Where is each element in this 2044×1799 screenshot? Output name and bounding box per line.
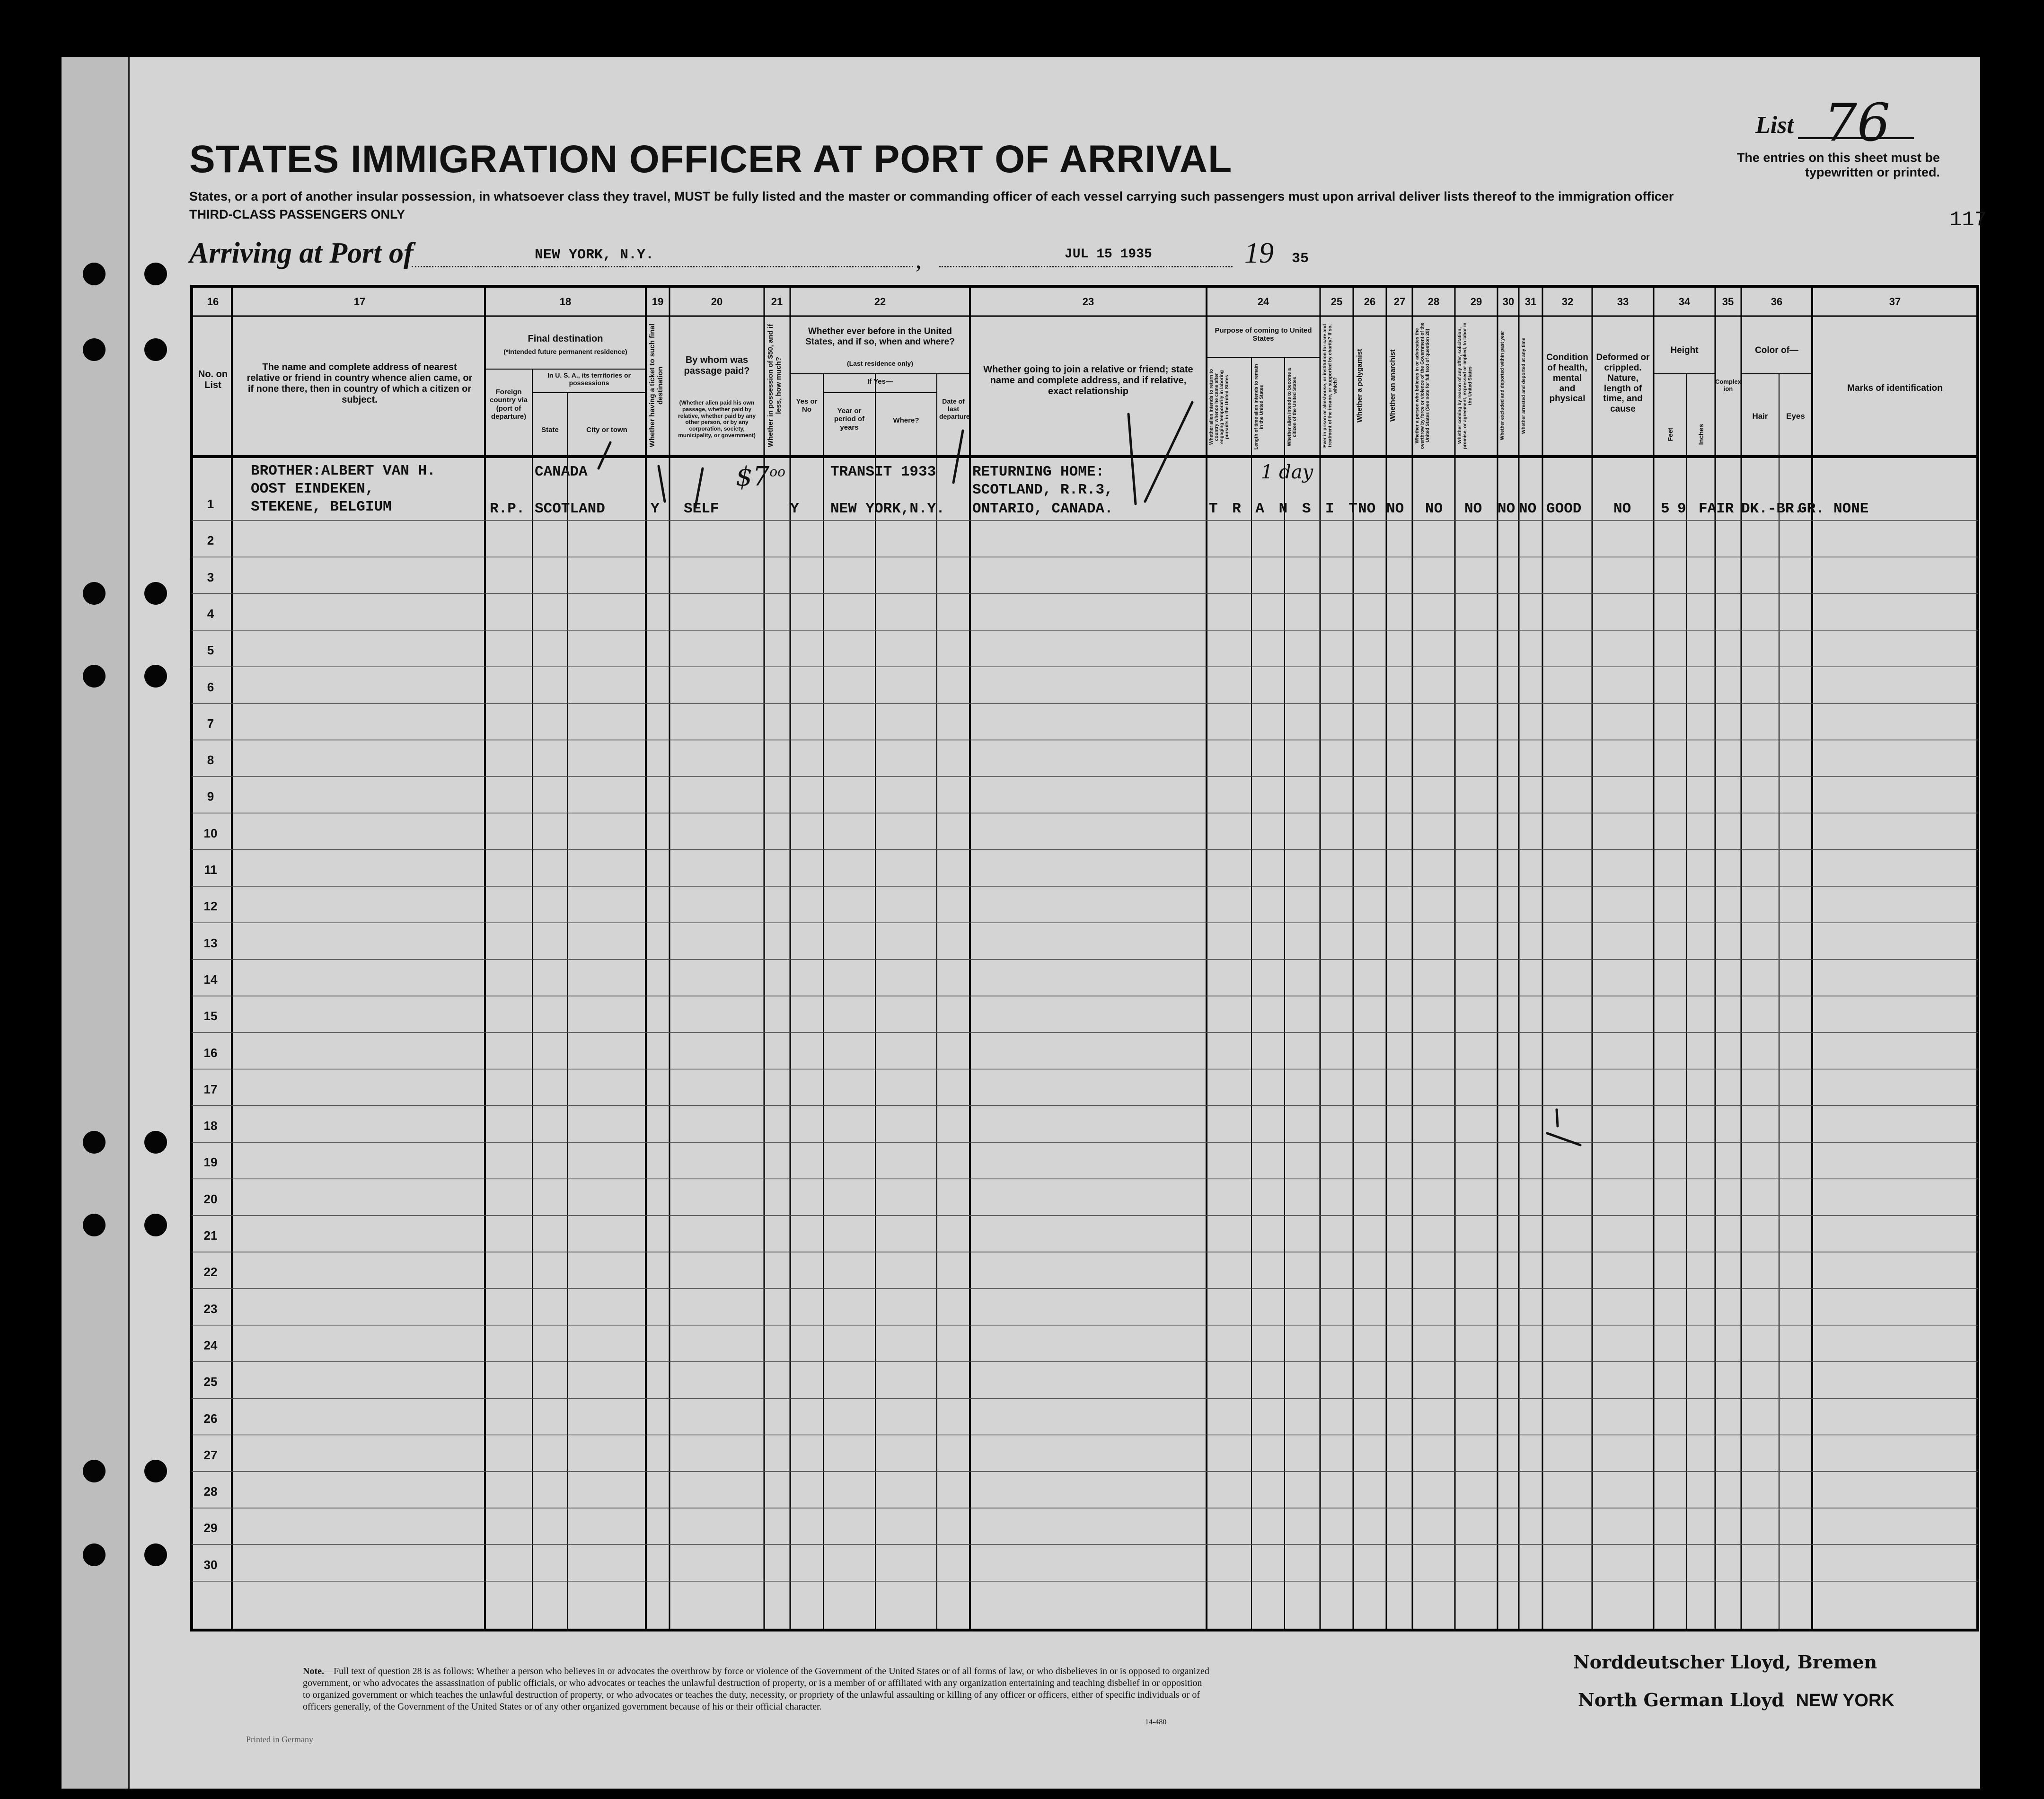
column-number: 26 xyxy=(1364,296,1376,308)
footer-note-label: Note. xyxy=(303,1666,324,1676)
row-number: 26 xyxy=(203,1411,218,1426)
header-money: Whether in possession of $50, and if less, how much? xyxy=(766,324,783,448)
money-cents: oo xyxy=(769,464,785,480)
column-number: 35 xyxy=(1722,296,1734,308)
form-code: 14-480 xyxy=(1145,1718,1167,1726)
relative-line-2: OOST EINDEKEN, xyxy=(251,481,374,497)
money-amount: $7 xyxy=(736,461,770,492)
header-arrested: Whether arrested and deported at any time xyxy=(1521,337,1526,434)
feet-value: 5 xyxy=(1661,501,1670,517)
row-number: 8 xyxy=(207,753,214,767)
port-value: NEW YORK, N.Y. xyxy=(535,247,654,263)
row-number: 30 xyxy=(203,1557,218,1572)
year-prefix: 19 xyxy=(1244,237,1274,269)
header-if-yes: If Yes— xyxy=(867,378,893,386)
brand-line-1: Norddeutscher Lloyd, Bremen xyxy=(1573,1651,1877,1673)
row-number: 27 xyxy=(203,1447,218,1462)
header-excluded: Whether excluded and deported within past year xyxy=(1500,331,1505,441)
row-number: 23 xyxy=(203,1301,218,1316)
row-number: 17 xyxy=(203,1082,218,1096)
c26-value: NO xyxy=(1358,501,1376,517)
where-value: NEW YORK,N.Y. xyxy=(830,501,945,517)
header-ever-before-note: (Last residence only) xyxy=(846,360,914,367)
row-number: 3 xyxy=(207,570,214,584)
header-yes-or-no: Yes or No xyxy=(796,397,818,414)
header-overthrow: Whether a person who believes in or advocates the overthrow by force or violence of the Government of the United States (See note for full text of question 28) xyxy=(1415,322,1430,449)
deformed-value: NO xyxy=(1613,501,1631,517)
row-number: 21 xyxy=(203,1228,218,1243)
header-join-relative: Whether going to join a relative or friend; state name and complete address, and if relative, exact relationship xyxy=(983,364,1193,397)
stamp-number: 117 xyxy=(1949,208,1987,232)
header-year-period: Year or period of years xyxy=(834,407,865,432)
brand-line-2-name: North German Lloyd xyxy=(1578,1689,1784,1711)
join-line-3: ONTARIO, CANADA. xyxy=(972,501,1113,517)
column-number: 32 xyxy=(1561,296,1574,308)
row-number: 5 xyxy=(207,643,214,658)
paid-by-value: SELF xyxy=(684,501,719,517)
row-number: 4 xyxy=(207,606,214,621)
column-number: 16 xyxy=(207,296,219,308)
row-number: 9 xyxy=(207,789,214,804)
hair-value: DK.-BR. xyxy=(1741,501,1803,517)
handwritten-length: 1 day xyxy=(1261,461,1313,483)
header-polygamist: Whether a polygamist xyxy=(1356,349,1364,423)
join-line-1: RETURNING HOME: xyxy=(972,464,1105,480)
column-number: 25 xyxy=(1330,296,1343,308)
column-number: 17 xyxy=(353,296,366,308)
c29-value: NO xyxy=(1464,501,1482,517)
header-nearest-relative: The name and complete address of nearest relative or friend in country whence alien came, or if none there, then in country of which a citizen or subject. xyxy=(247,362,473,405)
header-labor-offer: Whether coming by reason of any offer, solicitation, promise, or agreement, expressed or implied, to labor in the United States xyxy=(1457,322,1473,449)
row-number: 2 xyxy=(207,533,214,548)
column-number: 31 xyxy=(1524,296,1537,308)
row-number: 15 xyxy=(203,1009,218,1023)
column-number: 34 xyxy=(1678,296,1691,308)
row-number: 18 xyxy=(203,1119,218,1133)
class-line: THIRD-CLASS PASSENGERS ONLY xyxy=(189,207,405,221)
via-port: R.P. xyxy=(490,501,525,517)
c28-value: NO xyxy=(1425,501,1443,517)
column-number: 27 xyxy=(1393,296,1406,308)
comma-mark: , xyxy=(916,247,922,273)
header-feet: Feet xyxy=(1666,427,1674,441)
header-deformed: Deformed or crippled. Nature, length of time, and cause xyxy=(1596,353,1650,414)
column-number: 36 xyxy=(1771,296,1783,308)
row-number: 16 xyxy=(203,1045,218,1060)
marks-value: NONE xyxy=(1833,501,1869,517)
footer-note xyxy=(303,1666,1211,1713)
header-purpose: Purpose of coming to United States xyxy=(1215,326,1312,343)
year-suffix: 35 xyxy=(1292,251,1309,267)
inches-value: 9 xyxy=(1677,501,1686,517)
footer-note-text: —Full text of question 28 is as follows: Whether a person who believes in or advocates the overthrow by force or violence of the Government of the United States or of all forms of law, or who disbelieves in or is opposed to organized government, or who advocates the assassination of public officials, or who advocates or teaches the unlawful destruction of property, or is a member of or affiliated with any organization entertaining and teaching disbelief in or opposition to organized government or which teaches the unlawful destruction of property, or who advocates or teaches the duty, necessity, or propriety of the unlawful assaulting or killing of any officer or officers, either of specific individuals or of officers generally, of the Government of the United States or of any other organized government because of his or their official character. xyxy=(303,1666,1209,1712)
column-number: 28 xyxy=(1427,296,1440,308)
list-label: List xyxy=(1755,112,1794,139)
brand-line-2 xyxy=(1578,1689,1894,1711)
row-number: 13 xyxy=(203,935,218,950)
ticket-value: Y xyxy=(651,501,660,517)
arriving-label: Arriving at Port of xyxy=(189,237,414,269)
row-number: 20 xyxy=(203,1191,218,1206)
column-number: 22 xyxy=(874,296,886,308)
complexion-value: FAIR xyxy=(1699,501,1734,517)
page-subtitle: States, or a port of another insular possession, in whatsoever class they travel, MUST be fully listed and the master or commanding officer of each vessel carrying such passengers must upon arrival deliver lists thereof to the immigration officer xyxy=(189,189,1674,203)
header-height: Height xyxy=(1670,345,1699,355)
row-number: 10 xyxy=(203,826,218,840)
header-last-departure: Date of last departure xyxy=(939,397,970,421)
column-number: 33 xyxy=(1617,296,1629,308)
header-anarchist: Whether an anarchist xyxy=(1389,349,1397,422)
header-where: Where? xyxy=(893,416,919,424)
header-eyes: Eyes xyxy=(1786,412,1805,421)
printed-in: Printed in Germany xyxy=(246,1735,313,1744)
header-final-destination: Final destination xyxy=(528,334,603,344)
list-number: 76 xyxy=(1824,92,1890,153)
header-passage-paid-note: (Whether alien paid his own passage, whether paid by relative, whether paid by any other person, or by any corporation, society, municipality, or government) xyxy=(678,399,756,439)
c30-value: NO xyxy=(1498,501,1515,517)
header-hair: Hair xyxy=(1752,412,1768,421)
column-number: 20 xyxy=(711,296,723,308)
row-number: 19 xyxy=(203,1155,218,1170)
column-number: 18 xyxy=(559,296,572,308)
row-number: 28 xyxy=(203,1484,218,1499)
row-number: 11 xyxy=(204,863,217,877)
header-complexion: Complexion xyxy=(1715,378,1741,392)
header-foreign-country: Foreign country via (port of departure) xyxy=(489,388,528,421)
relative-line-3: STEKENE, BELGIUM xyxy=(251,499,392,515)
column-number: 24 xyxy=(1257,296,1269,308)
header-city: City or town xyxy=(586,426,627,434)
column-number: 30 xyxy=(1502,296,1515,308)
column-number: 21 xyxy=(771,296,783,308)
header-ever-before: Whether ever before in the United States, and if so, when and where? xyxy=(805,326,955,347)
header-length-of-stay: Length of time alien intends to remain in the United States xyxy=(1254,364,1264,450)
date-value: JUL 15 1935 xyxy=(1065,247,1152,262)
purpose-value: T R A N S I T xyxy=(1209,501,1360,517)
column-number: 19 xyxy=(652,296,664,308)
row-number: 12 xyxy=(203,899,218,914)
join-line-2: SCOTLAND, R.R.3, xyxy=(972,482,1113,498)
ever-before-value: Y xyxy=(790,501,799,517)
row-number: 25 xyxy=(203,1375,218,1389)
row-number: 7 xyxy=(207,716,214,731)
brand-line-2-city: NEW YORK xyxy=(1796,1691,1894,1711)
row-number: 29 xyxy=(203,1521,218,1535)
c31-value: NO xyxy=(1519,501,1537,517)
header-ticket: Whether having a ticket to such final destination xyxy=(648,324,664,448)
relative-line-1: BROTHER:ALBERT VAN H. xyxy=(251,463,436,479)
column-number: 37 xyxy=(1889,296,1901,308)
header-in-usa: In U. S. A., its territories or possessions xyxy=(547,371,631,387)
header-health: Condition of health, mental and physical xyxy=(1546,353,1588,404)
row-number: 22 xyxy=(203,1265,218,1279)
row-number: 1 xyxy=(207,497,214,511)
header-return-intent: Whether alien intends to return to country whence he came after engaging temporarily in laboring pursuits in the United States xyxy=(1209,369,1230,445)
row-number: 24 xyxy=(203,1338,218,1352)
header-citizen-intent: Whether alien intends to become a citizen of the United States xyxy=(1287,368,1297,446)
header-state: State xyxy=(541,426,559,434)
column-number: 29 xyxy=(1470,296,1482,308)
row-number: 6 xyxy=(207,679,214,694)
year-transit-value: TRANSIT 1933 xyxy=(830,464,936,480)
dest-country-upper: CANADA xyxy=(535,464,588,480)
state-value: SCOTLAND xyxy=(535,501,605,517)
entries-note: The entries on this sheet must be typewritten or printed. xyxy=(1736,150,1940,179)
c27-value: NO xyxy=(1386,501,1404,517)
eyes-value: GR. xyxy=(1798,501,1824,517)
row-number: 14 xyxy=(203,972,218,987)
header-color-of: Color of— xyxy=(1755,345,1798,355)
header-final-destination-note: (*Intended future permanent residence) xyxy=(503,348,627,355)
header-passage-paid: By whom was passage paid? xyxy=(684,355,750,376)
header-prison: Ever in prison or almshouse, or institution for care and treatment of the insane, or supported by charity? If so, which? xyxy=(1322,324,1338,448)
page-title: STATES IMMIGRATION OFFICER AT PORT OF ARRIVAL xyxy=(189,138,1233,181)
header-no-on-list: No. on List xyxy=(198,369,228,390)
column-number: 23 xyxy=(1082,296,1094,308)
header-inches: Inches xyxy=(1697,423,1705,445)
health-value: GOOD xyxy=(1546,501,1582,517)
header-marks: Marks of identification xyxy=(1847,383,1943,393)
